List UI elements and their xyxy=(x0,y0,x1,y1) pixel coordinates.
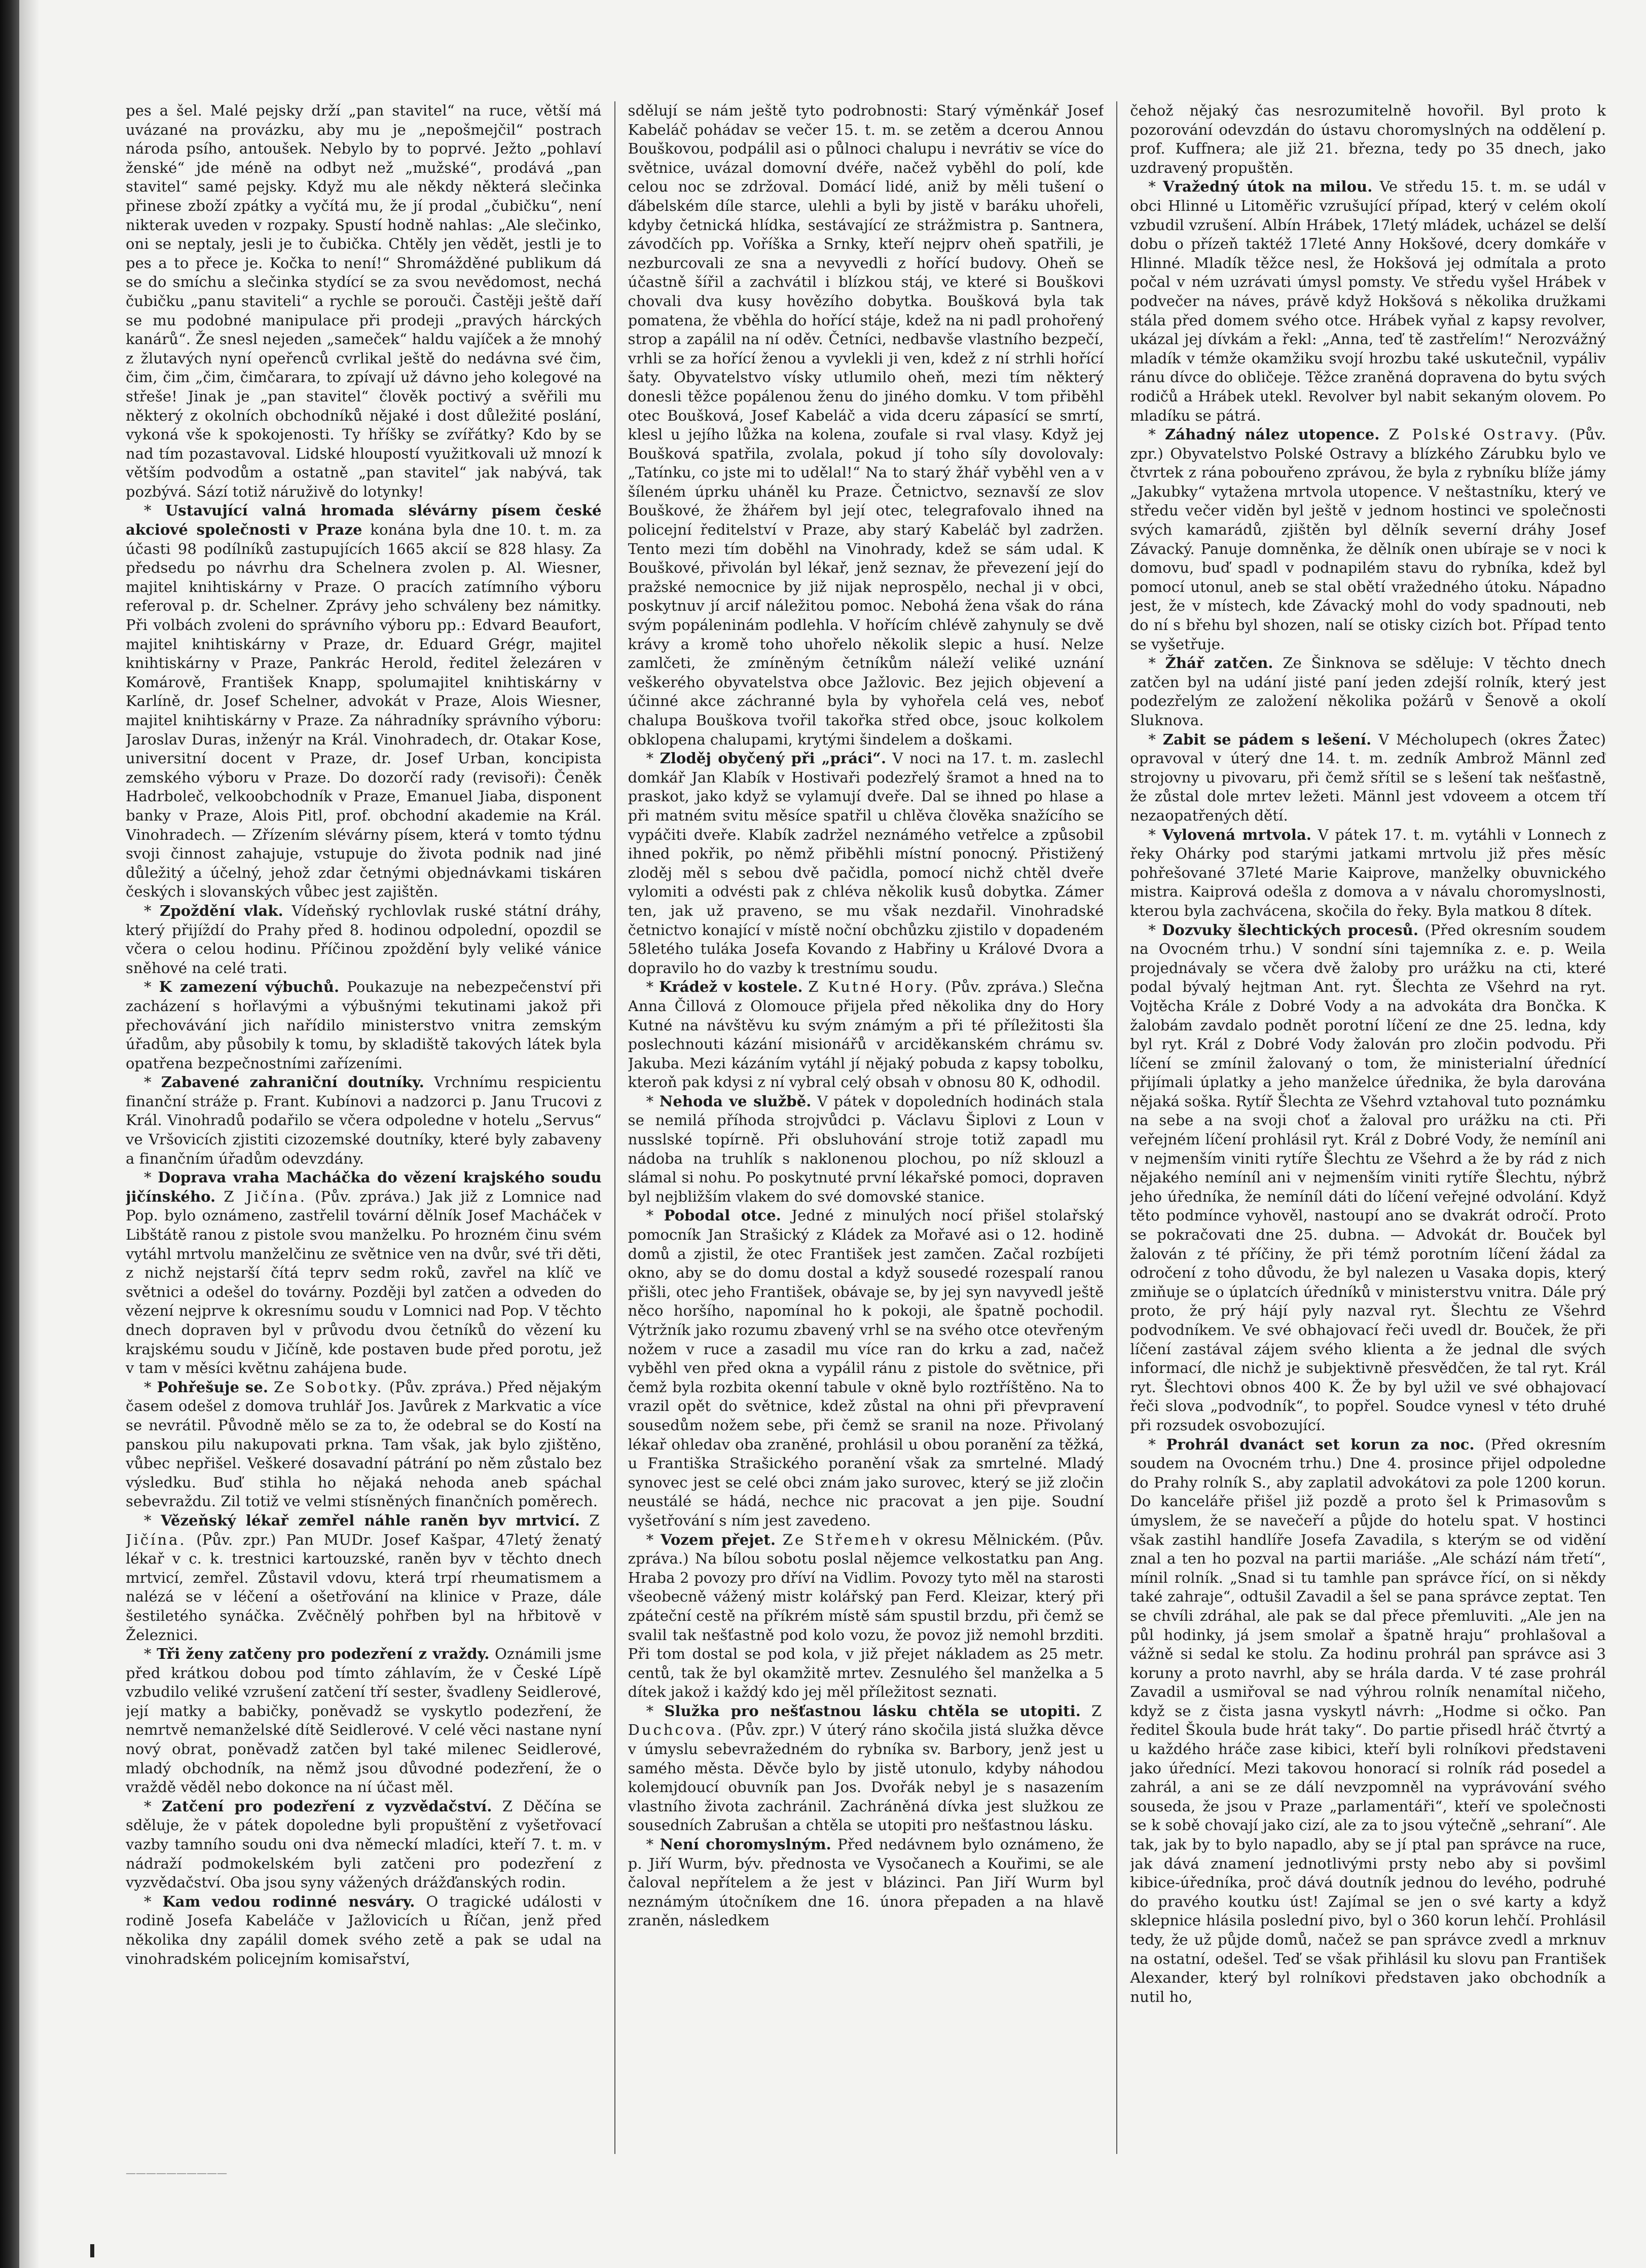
news-headline: Vozem přejet. xyxy=(661,1531,776,1548)
news-item: * Pohřešuje se. Ze Sobotky. (Pův. zpráva.) Před nějakým časem odešel z domova truhlář Jos. Javůrek z Markvatic a více se nevrátil. Původně mělo se za to, že odebral se do Kostí na panskou pilu nakupovati prkna. Tam však, jak bylo zjištěno, vůbec nepřišel. Veškeré dosavadní pátrání po něm zůstalo bez výsledku. Buď stihla ho nějaká nehoda aneb spáchal sebevraždu. Zil totiž ve velmi stísněných finančních poměrech. xyxy=(126,1378,602,1510)
news-item: * Vězeňský lékař zemřel náhle raněn byv mrtvicí. Z Jičína. (Pův. zpr.) Pan MUDr. Josef Kašpar, 47letý ženatý lékař v c. k. trestnici kartouzské, raněn byv v těchto dnech mrtvicí, zemřel. Zůstavil vdovu, která trpí rheumatismem a nalézá se v léčení a ošetřování na klinice v Praze, dále šestiletého synáčka. Zvěčnělý pohřben byl na hřbitově v Železnici. xyxy=(126,1511,602,1644)
news-item: * Ustavující valná hromada slévárny písem české akciové společnosti v Praze konána byla dne 10. t. m. za účasti 98 podílníků zastupujících 1665 akcií se 828 hlasy. Za předsedu po návrhu dra Schelnera zvolen p. Al. Wiesner, majitel knihtiskárny v Praze. O pracích zatímního výboru referoval p. dr. Schelner. Zprávy jeho schváleny bez námitky. Při volbách zvoleni do správního výboru pp.: Edvard Beaufort, majitel knihtiskárny v Praze, dr. Eduard Grégr, majitel knihtiskárny v Praze, Pankrác Herold, ředitel železáren v Komárově, František Knapp, spolumajitel knihtiskárny v Karlíně, dr. Josef Schelner, advokát v Praze, Alois Wiesner, majitel knihtiskárny v Praze. Za náhradníky správního výboru: Jaroslav Duras, inženýr na Král. Vinohradech, dr. Otakar Kose, universitní docent v Praze, dr. Josef Urban, koncipista zemského výboru v Praze. Do dozorčí rady (revisoři): Čeněk Hadrboleč, velkoobchodník v Praze, Emanuel Jiaba, disponent banky v Praze, Alois Pitl, prof. obchodní akademie na Král. Vinohradech. — Zřízením slévárny písem, která v tomto týdnu svoji činnost zahajuje, vstupuje do života podnik nad jiné důležitý a účelný, jehož zdar četnými objednávkami tiskáren českých i slovanských vůbec jest zajištěn. xyxy=(126,502,602,901)
news-place: Z Kutné Hory. xyxy=(808,978,940,996)
news-headline: Zatčení pro podezření z vyzvědačství. xyxy=(161,1797,492,1815)
news-body: Vídeňský rychlovlak ruské státní dráhy, který přijíždí do Prahy před 8. hodinou odpolední, opozdil se včera o celou hodinu. Příčinou zpoždění byly veliké vánice sněhové na celé trati. xyxy=(126,902,602,977)
news-place: Z Duchcova. xyxy=(628,1702,1104,1739)
news-item: * Pobodal otce. Jedné z minulých nocí přišel stolařský pomocník Jan Strašický z Kládek za Mořavé asi o 12. hodině domů a zjistil, že otec František jest zamčen. Začal rozbíjeti okno, aby se do domu dostal a když sousedé rozespalí ranou přišli, otec jeho František, obávaje se, by jej syn navyvedl ještě něco horšího, napomínal ho k pokoji, ale špatně pochodil. Výtržník jako rozumu zbavený vrhl se na svého otce otevřeným nožem v ruce a zasadil mu více ran do krku a zad, načež vyběhl ven před okna a vypálil ránu z pistole do světnice, při čemž byla rozbita okenní tabule v okně bylo roztříštěno. Na to vrazil opět do světnice, kdež zůstal na ohni při převpravení sousedům nožem sebe, při čemž se sranil na noze. Přivolaný lékař ohledav oba zraněné, prohlásil u obou poranění za těžká, u Františka Strašického poranění však za smrtelné. Mladý synovec jest se celé obci znám jako surovec, který se již zločin neustálé se hádá, nechce nic pracovat a jen pije. Soudní vyšetřování s ním jest zavedeno. xyxy=(628,1207,1104,1529)
news-item: * Nehoda ve službě. V pátek v dopoledních hodinách stala se nemilá příhoda strojvůdci p. Václavu Šiplovi z Loun v nusslské topírně. Při obsluhování stroje totiž zapadl mu nádoba na truhlík s naklonenou plochou, po níž sklouzl a slámal si nohu. Po poskytnuté první lékařské pomoci, dopraven byl nejbližším vlakem do své domovské stanice. xyxy=(628,1092,1104,1205)
news-body: V pátek 17. t. m. vytáhli v Lonnech z řeky Ohárky pod starými jatkami mrtvolu již přes měsíc pohřešované 37leté Marie Kaiprove, manželky obuvnického mistra. Kaiprová odešla z domova a v návalu choromyslnosti, kterou byla zachvácena, skočila do řeky. Byla matkou 8 dítek. xyxy=(1130,826,1606,919)
news-item xyxy=(628,101,1104,749)
news-item: * Tři ženy zatčeny pro podezření z vraždy. Oznámili jsme před krátkou dobou pod tímto záhlavím, že v České Lípě vzbudilo veliké vzrušení zatčení tří sester, švadleny Seidlerové, její matky a babičky, poněvadž se vyskytlo podezření, že nemrtvě nemanželské dítě Seidlerové. V celé věci nastane nyní nový obrat, poněvadž zatčen byl také milenec Seidlerové, mladý obchodník, na němž jsou důvodné podezření, že o vraždě věděl nebo dokonce na ní účast měl. xyxy=(126,1645,602,1796)
column-left xyxy=(126,101,602,2154)
news-body: (Pův. zpráva.) Jak již z Lomnice nad Pop. bylo oznámeno, zastřelil tovární dělník Josef Macháček v Libštátě ranou z pistole svou manželku. Po hrozném činu svém vytáhl mrtvolu manželčinu ze světnice ven na dvůr, své tři děti, z nichž nejstarší čítá teprv sedm roků, zavřel na klíč ve světnici a odešel do továrny. Později byl zatčen a odveden do vězení nejprve k okresnímu soudu v Lomnici nad Pop. V těchto dnech dopraven byl v průvodu dvou četníků do vězení ku krajskému soudu v Jičíně, kde postaven bude před porotu, jež v tam v měsíci květnu zahájena bude. xyxy=(126,1187,602,1377)
news-body: Ve středu 15. t. m. se udál v obci Hlinné u Litoměřic vzrušující případ, který v celém okolí vzbudil vzrušení. Albín Hrábek, 17letý mládek, ucházel se delší dobu o přízeň taktéž 17leté Anny Hokšové, dcery domkáře v Hlinné. Mladík těžce nesl, že Hokšová jej odmítala a proto počal v ném uzrávati úmysl pomsty. Ve středu vyšel Hrábek v podvečer na náves, právě když Hokšová s několika družkami stála před domem svého otce. Hrábek vyňal z kapsy revolver, ukázal jej dívkám a řekl: „Anna, teď tě zastřelím!“ Nerozvážný mladík v témže okamžiku svojí hrozbu také uskutečnil, vypáliv ránu dívce do obličeje. Těžce zraněná dopravena do bytu svých rodičů a Hrábek utekl. Revolver byl nabit sekaným olovem. Po mladíku se pátrá. xyxy=(1130,178,1606,424)
news-body: (Před okresním soudem na Ovocném trhu.) Dne 4. prosince přijel odpoledne do Prahy rolník S., aby zaplatil advokátovi za pole 1200 korun. Do kanceláře přišel již pozdě a proto šel k Primasovům s úmyslem, že se navečeří a půjde do hotelu spat. V hostinci však zastihl handlíře Josefa Zavadila, s kterým se od vidění znal a ten ho pozval na partii mariáše. „Ale schází nám třetí“, mínil rolník. „Snad si tu tamhle pan správce řící, on si někdy také zahraje“, odtušil Zavadil a šel se pana správce zeptat. Ten se chvíli zdráhal, ale pak se dal přece přemluviti. „Ale jen na půl hodinky, já jsem smolař a špatně hraju“ prohlašoval a vážně si sedal ke stolu. Za hodinu prohrál pan správce asi 3 koruny a proto navrhl, aby se hrála darda. V té zase prohrál Zavadil a usmiřoval se nad výhrou rolník nenamítal ničeho, když se z čista jasna vyskytl návrh: „Hodme si očko. Pan ředitel Škoula bude hrát taky“. Do partie přisedl hráč čtvrtý a u každého hráče zase kibici, kteří byli rolníkovi představeni jako úřednící. Mezi takovou honorací si rolník rád posedel a zahrál, a ani se ze dálí nevzpomněl na vyprávování svého souseda, že jsou v Praze „parlamentáři“, kteří ve společnosti se k sobě chovají jako cizí, ale za to jsou výtečně „sehraní“. Ale tak, jak by to bylo napadlo, aby se jí ptal pan správce na ruce, jak dává znamení jednotlivými prsty nebo aby si povšiml kibice-úředníka, proč dává doutník jednou do levého, podruhé do pravého koutku úst! Zajímal se jen o své karty a když sklepnice hlásila poslední pivo, byl o 360 korun lehčí. Prohlásil tedy, že už půjde domů, načež se pan správce zvedl a mrknuv na ostatní, odešel. Teď se však přihlásil ku slovu pan František Alexander, který byl rolníkovi představen jako obchodník a nutil ho, xyxy=(1130,1435,1606,2005)
news-item: * Zpoždění vlak. Vídeňský rychlovlak ruské státní dráhy, který přijíždí do Prahy před 8. hodinou odpolední, opozdil se včera o celou hodinu. Příčinou zpoždění byly veliké vánice sněhové na celé trati. xyxy=(126,902,602,977)
news-headline: Nehoda ve službě. xyxy=(659,1092,812,1110)
news-body: V noci na 17. t. m. zaslechl domkář Jan Klabík v Hostivaři podezřelý šramot a hned na to praskot, jako když se vylamují dveře. Dal se ihned po hlase a při matném svitu měsíce spatřil u chlěva člověka snažícího se vypáčiti dveře. Klabík zadržel neznámého vetřelce a způsobil ihned pokřik, po němž přiběhli místní ponocný. Přistižený zloděj měl s sebou dvě pačidla, pomocí nichž chtěl dveře vylomiti a odvésti pak z chléva několik kusů dobytka. Zámer ten, jak už praveno, se mu však nezdařil. Vinohradské četnictvo konající v místě noční obchůzku zjistilo v dopadeném 58letého tuláka Josefa Kovando z Habřiny u Králové Dvora a dopravilo ho do vazby k trestnímu soudu. xyxy=(628,750,1104,977)
news-headline: Není choromyslným. xyxy=(660,1836,831,1853)
news-body: (Pův. zpr.) Pan MUDr. Josef Kašpar, 47letý ženatý lékař v c. k. trestnici kartouzské, raněn byv v těchto dnech mrtvicí, zemřel. Zůstavil vdovu, která trpí rheumatismem a nalézá se v léčení a ošetřování na klinice v Praze, dále šestiletého synáčka. Zvěčnělý pohřben byl na hřbitově v Železnici. xyxy=(126,1531,602,1644)
column-divider xyxy=(614,101,615,2154)
page-edge-shadow xyxy=(0,0,19,2268)
news-headline: Doprava vraha Macháčka do vězení krajského soudu jičínského. xyxy=(126,1169,602,1205)
news-item: * Zabit se pádem s lešení. V Mécholupech (okres Žatec) opravoval v úterý dne 14. t. m. zedník Ambrož Männl zeď strojovny u pivovaru, při čemž sřítil se s lešení tak nešťastně, že zůstal dole mrtev ležeti. Männl jest vdoveem a otcem tří nezaopatřených dětí. xyxy=(1130,730,1606,824)
news-headline: Vražedný útok na milou. xyxy=(1162,178,1373,196)
news-headline: Krádež v kostele. xyxy=(659,978,803,996)
news-headline: Ustavující valná hromada slévárny písem české akciové společnosti v Praze xyxy=(126,502,602,539)
news-item: * Zloděj obyčený při „práci“. V noci na 17. t. m. zaslechl domkář Jan Klabík v Hostivaři podezřelý šramot a hned na to praskot, jako když se vylamují dveře. Dal se ihned po hlase a při matném svitu měsíce spatřil u chlěva člověka snažícího se vypáčiti dveře. Klabík zadržel neznámého vetřelce a způsobil ihned pokřik, po němž přiběhli místní ponocný. Přistižený zloděj měl s sebou dvě pačidla, pomocí nichž chtěl dveře vylomiti a odvésti pak z chléva několik kusů dobytka. Zámer ten, jak už praveno, se mu však nezdařil. Vinohradské četnictvo konající v místě noční obchůzku zjistilo v dopadeném 58letého tuláka Josefa Kovando z Habřiny u Králové Dvora a dopravilo ho do vazby k trestnímu soudu. xyxy=(628,750,1104,977)
news-item: * Záhadný nález utopence. Z Polské Ostravy. (Pův. zpr.) Obyvatelstvo Polské Ostravy a blízkého Zárubku bylo ve čtvrtek z rána pobouřeno zprávou, že byla z rybníku blíže jámy „Jakubky“ vytažena mrtvola utopence. V neštastníku, který ve středu večer viděn byl ještě v jednom hostinci ve společnosti svých kamarádů, zjištěn byl dělník severní dráhy Josef Závacký. Panuje domněnka, že dělník onen ubíraje se v noci k domovu, buď spadl v podnapilém stavu do rybníka, kdež byl pomocí utonul, aneb se stal obětí vražedného útoku. Nápadno jest, že v místech, kde Závacký mohl do vody spadnouti, neb do ní s břehu byl shozen, nalí se otisky cizích bot. Případ tento se vyšetřuje. xyxy=(1130,426,1606,653)
news-place: Z Jičína. xyxy=(126,1511,602,1548)
news-headline: Prohrál dvanáct set korun za noc. xyxy=(1166,1435,1475,1453)
news-item: * Kam vedou rodinné nesváry. O tragické události v rodině Josefa Kabeláče v Jažlovicích u Říčan, jenž před několika dny zapálil domek svého zetě a pak se udal na vinohradském policejním komisařství, xyxy=(126,1892,602,1967)
news-body: (Pův. zpráva.) Před nějakým časem odešel z domova truhlář Jos. Javůrek z Markvatic a více se nevrátil. Původně mělo se za to, že odebral se do Kostí na panskou pilu nakupovati prkna. Tam však, jak bylo zjištěno, vůbec nepřišel. Veškeré dosavadní pátrání po něm zůstalo bez výsledku. Buď stihla ho nějaká nehoda aneb spáchal sebevraždu. Zil totiž ve velmi stísněných finančních poměrech. xyxy=(126,1378,602,1510)
news-item: * Vylovená mrtvola. V pátek 17. t. m. vytáhli v Lonnech z řeky Ohárky pod starými jatkami mrtvolu již přes měsíc pohřešované 37leté Marie Kaiprove, manželky obuvnického mistra. Kaiprová odešla z domova a v návalu choromyslnosti, kterou byla zachvácena, skočila do řeky. Byla matkou 8 dítek. xyxy=(1130,826,1606,919)
news-body: (Pův. zpráva.) Slečna Anna Čillová z Olomouce přijela před několika dny do Hory Kutné na návštěvu ku svým známým a při té příležitosti šla poslechnouti kázání misionářů v arciděkanském chrámu sv. Jakuba. Mezi kázáním vytáhl jí nějaký pobuda z kapsy tobolku, kteroň pak kdysi z ní vybral celý obsah v obnosu 80 K, odhodil. xyxy=(628,978,1104,1091)
news-headline: Služka pro nešťastnou lásku chtěla se utopiti. xyxy=(664,1702,1081,1720)
footer-line: —————————— xyxy=(126,2167,227,2179)
news-item: * Zatčení pro podezření z vyzvědačství. Z Děčína se sděluje, že v pátek dopoledne byli propuštění z vyšetřovací vazby tamního soudu oni dva německí mladíci, kteří 7. t. m. v nádraží podmokelském byli zatčeni pro podezření z vyzvědačství. Oba jsou syny vážených drážďanských rodin. xyxy=(126,1797,602,1891)
news-body: v okresu Mělnickém. (Pův. zpráva.) Na bílou sobotu poslal nějemce velkostatku pan Ang. Hraba 2 povozy pro dříví na Vidlim. Povozy tyto měl na starosti všeobecně vážený mistr kolářský pan Ferd. Kleizar, který při zpáteční cestě na příkrém místě sám spustil brzdu, při čemž se svalil tak nešťastně pod kolo vozu, že povoz již nemohl brzditi. Při tom dostal se pod kola, v již přejet nákladem as 25 metr. centů, tak že byl okamžitě mrtev. Zesnulého šel manželka a 5 dítek jakož i každý kdo jej měl příležitost seznati. xyxy=(628,1531,1104,1701)
news-body: pes a šel. Malé pejsky drží „pan stavitel“ na ruce, větší má uvázané na provázku, aby mu je „nepošmejčil“ postrach národa psího, antoušek. Nebylo by to poprvé. Ježto „pohlaví ženské“ jde méně na odbyt než „mužské“, prodává „pan stavitel“ samé pejsky. Když mu ale někdy některá slečinka přinese zboží zpátky a vyčítá mu, že jí prodal „čubičku“, není nikterak uveden v rozpaky. Spustí hodně nahlas: „Ale slečinko, oni se neptaly, jesli je to čubička. Chtěly jen vědět, jestli je to pes a to přece je. Kočka to není!“ Shromážděné publikum dá se do smíchu a slečinka stydící se za svou nevědomost, nechá čubičku „panu staviteli“ a rychle se porouči. Častěji ještě daří se mu podobné manipulace při prodeji „pravých hárckých kanárů“. Že snesl nejeden „sameček“ haldu vajíček a že mnohý z žlutavých nyní opeřenců cvrlikal ještě do nedávna své čim, čim, čim „čim, čimčarara, to zpívají už dávno jeho kolegové na střeše! Jinak je „pan stavitel“ člověk poctivý a svěřili mu některý z okolních obchodníků nějaké i dost důležité poslání, vykoná vše k spokojenosti. Ty hříšky se zvířátky? Kdo by se nad tím pozastavoval. Lidské hloupostí využitkovali už mnozí k větším podvodům a ostatně „pan stavitel“ jak nabývá, tak pozbývá. Sází totiž náruživě do lotynky! xyxy=(126,102,602,500)
news-item: * Krádež v kostele. Z Kutné Hory. (Pův. zpráva.) Slečna Anna Čillová z Olomouce přijela před několika dny do Hory Kutné na návštěvu ku svým známým a při té příležitosti šla poslechnouti kázání misionářů v arciděkanském chrámu sv. Jakuba. Mezi kázáním vytáhl jí nějaký pobuda z kapsy tobolku, kteroň pak kdysi z ní vybral celý obsah v obnosu 80 K, odhodil. xyxy=(628,978,1104,1091)
news-item: * Dozvuky šlechtických procesů. (Před okresním soudem na Ovocném trhu.) V sondní síni tajemníka z. e. p. Weila projednávaly se včera dvě žaloby pro urážku na cti, které podal bývalý hejtman Ant. ryt. Šlechta ze Všehrd na ryt. Vojtěcha Krále z Dobré Vody a na advokáta dra Bončka. K žalobám zavdalo podnět porotní líčení ze dne 25. ledna, kdy byl ryt. Král z Dobré Vody žalován pro zločin podvodu. Při líčení se zmínil žalovaný o tom, že ministerialní úřednící přijímali úplatky a jeho manželce úřednika, že byla darována nějaká soška. Rytíř Šlechta ze Všehrd vztahoval tuto poznámku na sebe a na svoji choť a žaloval pro urážku na cti. Při veřejném líčení prohlásil ryt. Král z Dobré Vody, že nemíníl ani v nejmenším viniti rytíře Šlechtu ze Všehrd a že by rád z nich nějakého nemíníl ani v nejmenším viniti rytíře Šlechtu, nýbrž jeho úředníka, že nemíníl dáti do líčení veřejné odvolání. Když těto podmínce vyhověl, nastoupí ano se dvakrát odročí. Proto se pokračovati dne 25. dubna. — Advokát dr. Bouček byl žalován z té příčiny, že při témž porotním líčení žádal za odročení z toho důvodu, že byl nalezen u Vasaka dopis, který zmiňuje se o úplatcích úředníků v ministerstvu vnitra. Dále prý proto, že prý hájí pyly nazval ryt. Šlechtu ze Všehrd podvodníkem. Ve své obhajovací řeči uvedl dr. Bouček, že při líčení zastával zájem svého klienta a že jednal dle svých informací, dle nichž je subjektivně přesvědčen, že tal ryt. Král ryt. Šlechtovi obnos 400 K. Že by byl užil ve své obhajovací řeči slova „podvodník“, to popřel. Soudce vynesl v této druhé při rozsudek osvobozující. xyxy=(1130,921,1606,1434)
news-body: V pátek v dopoledních hodinách stala se nemilá příhoda strojvůdci p. Václavu Šiplovi z Loun v nusslské topírně. Při obsluhování stroje totiž zapadl mu nádoba na truhlík s naklonenou plochou, po níž sklouzl a slámal si nohu. Po poskytnuté první lékařské pomoci, dopraven byl nejbližším vlakem do své domovské stanice. xyxy=(628,1092,1104,1205)
news-body: konána byla dne 10. t. m. za účasti 98 podílníků zastupujících 1665 akcií se 828 hlasy. Za předsedu po návrhu dra Schelnera zvolen p. Al. Wiesner, majitel knihtiskárny v Praze. O pracích zatímního výboru referoval p. dr. Schelner. Zprávy jeho schváleny bez námitky. Při volbách zvoleni do správního výboru pp.: Edvard Beaufort, majitel knihtiskárny v Praze, dr. Eduard Grégr, majitel knihtiskárny v Praze, Pankrác Herold, ředitel železáren v Komárově, František Knapp, spolumajitel knihtiskárny v Karlíně, dr. Josef Schelner, advokát v Praze, Alois Wiesner, majitel knihtiskárny v Praze. Za náhradníky správního výboru: Jaroslav Duras, inženýr na Král. Vinohradech, dr. Otakar Kose, universitní docent v Praze, dr. Josef Urban, koncipista zemského výboru v Praze. Do dozorčí rady (revisoři): Čeněk Hadrboleč, velkoobchodník v Praze, Emanuel Jiaba, disponent banky v Praze, Alois Pitl, prof. obchodní akademie na Král. Vinohradech. — Zřízením slévárny písem, která v tomto týdnu svoji činnost zahajuje, vstupuje do života podnik nad jiné důležitý a účelný, jehož zdar četnými objednávkami tiskáren českých i slovanských vůbec jest zajištěn. xyxy=(126,521,602,901)
news-headline: Pobodal otce. xyxy=(664,1207,782,1224)
news-place: Z Polské Ostravy. xyxy=(1388,426,1560,443)
news-headline: Pohřešuje se. xyxy=(157,1378,269,1396)
news-headline: Tři ženy zatčeny pro podezření z vraždy. xyxy=(157,1645,490,1663)
news-item: * Vozem přejet. Ze Střemeh v okresu Mělnickém. (Pův. zpráva.) Na bílou sobotu poslal nějemce velkostatku pan Ang. Hraba 2 povozy pro dříví na Vidlim. Povozy tyto měl na starosti všeobecně vážený mistr kolářský pan Ferd. Kleizar, který při zpáteční cestě na příkrém místě sám spustil brzdu, při čemž se svalil tak nešťastně pod kolo vozu, že povoz již nemohl brzditi. Při tom dostal se pod kola, v již přejet nákladem as 25 metr. centů, tak že byl okamžitě mrtev. Zesnulého šel manželka a 5 dítek jakož i každý kdo jej měl příležitost seznati. xyxy=(628,1531,1104,1701)
news-body: O tragické události v rodině Josefa Kabeláče v Jažlovicích u Říčan, jenž před několika dny zapálil domek svého zetě a pak se udal na vinohradském policejním komisařství, xyxy=(126,1892,602,1967)
news-item: * Není choromyslným. Před nedávnem bylo oznámeno, že p. Jiří Wurm, býv. přednosta ve Vysočanech a Kouřimi, se ale čaloval nepřítelem a že jest v blázinci. Pan Jiří Wurm byl neznámým útočníkem dne 16. února přepaden a na hlavě zraněn, následkem xyxy=(628,1836,1104,1929)
news-place: Ze Sobotky. xyxy=(274,1378,384,1396)
news-body: (Pův. zpr.) V úterý ráno skočila jistá služka děvce v úmyslu sebevražedném do rybníka sv. Barbory, jenž jest u samého města. Děvče bylo by jistě utonulo, kdyby náhodou kolemjdoucí obuvník pan Jos. Dvořák nebyl je s nasazením vlastního života zachránil. Zachráněná dívka jest služkou ze sousedních Zabrušan a chtěla se utopiti pro nešťastnou lásku. xyxy=(628,1721,1104,1834)
news-body: V Mécholupech (okres Žatec) opravoval v úterý dne 14. t. m. zedník Ambrož Männl zeď strojovny u pivovaru, při čemž sřítil se s lešení tak nešťastně, že zůstal dole mrtev ležeti. Männl jest vdoveem a otcem tří nezaopatřených dětí. xyxy=(1130,730,1606,824)
column-divider xyxy=(1116,101,1117,2154)
news-item: * Vražedný útok na milou. Ve středu 15. t. m. se udál v obci Hlinné u Litoměřic vzrušující případ, který v celém okolí vzbudil vzrušení. Albín Hrábek, 17letý mládek, ucházel se delší dobu o přízeň taktéž 17leté Anny Hokšové, dcery domkáře v Hlinné. Mladík těžce nesl, že Hokšová jej odmítala a proto počal v ném uzrávati úmysl pomsty. Ve středu vyšel Hrábek v podvečer na náves, právě když Hokšová s několika družkami stála před domem svého otce. Hrábek vyňal z kapsy revolver, ukázal jej dívkám a řekl: „Anna, teď tě zastřelím!“ Nerozvážný mladík v témže okamžiku svojí hrozbu také uskutečnil, vypáliv ránu dívce do obličeje. Těžce zraněná dopravena do bytu svých rodičů a Hrábek utekl. Revolver byl nabit sekaným olovem. Po mladíku se pátrá. xyxy=(1130,178,1606,424)
news-place: Z Jičína. xyxy=(224,1187,307,1205)
news-headline: Záhadný nález utopence. xyxy=(1164,426,1380,443)
margin-mark xyxy=(90,2244,94,2257)
newspaper-page xyxy=(19,0,1646,2268)
column-middle xyxy=(628,101,1104,2154)
news-headline: Kam vedou rodinné nesváry. xyxy=(162,1892,415,1910)
news-item: * Doprava vraha Macháčka do vězení krajského soudu jičínského. Z Jičína. (Pův. zpráva.) Jak již z Lomnice nad Pop. bylo oznámeno, zastřelil tovární dělník Josef Macháček v Libštátě ranou z pistole svou manželku. Po hrozném činu svém vytáhl mrtvolu manželčinu ze světnice ven na dvůr, své tři děti, z nichž nejstarší čítá teprv sedm roků, zavřel na klíč ve světnici a odešel do továrny. Později byl zatčen a odveden do vězení nejprve k okresnímu soudu v Lomnici nad Pop. V těchto dnech dopraven byl v průvodu dvou četníků do vězení ku krajskému soudu v Jičíně, kde postaven bude před porotu, jež v tam v měsíci květnu zahájena bude. xyxy=(126,1169,602,1377)
news-body: čehož nějaký čas nesrozumitelně hovořil. Byl proto k pozorování odevzdán do ústavu choromyslných na oddělení p. prof. Kuffnera; ale již 21. března, tedy po 35 dnech, jako uzdravený propuštěn. xyxy=(1130,102,1606,176)
news-item: * Zabavené zahraniční doutníky. Vrchnímu respicientu finanční stráže p. Frant. Kubínovi a nadzorci p. Janu Trucovi z Král. Vinohradů podařilo se včera odpoledne v hotelu „Servus“ ve Vršovicích zjistiti cizozemské doutníky, které byly zabaveny a finančním úřadům odevzdány. xyxy=(126,1073,602,1167)
news-body: (Před okresním soudem na Ovocném trhu.) V sondní síni tajemníka z. e. p. Weila projednávaly se včera dvě žaloby pro urážku na cti, které podal bývalý hejtman Ant. ryt. Šlechta ze Všehrd na ryt. Vojtěcha Krále z Dobré Vody a na advokáta dra Bončka. K žalobám zavdalo podnět porotní líčení ze dne 25. ledna, kdy byl ryt. Král z Dobré Vody žalován pro zločin podvodu. Při líčení se zmínil žalovaný o tom, že ministerialní úřednící přijímali úplatky a jeho manželce úřednika, že byla darována nějaká soška. Rytíř Šlechta ze Všehrd vztahoval tuto poznámku na sebe a na svoji choť a žaloval pro urážku na cti. Při veřejném líčení prohlásil ryt. Král z Dobré Vody, že nemíníl ani v nejmenším viniti rytíře Šlechtu ze Všehrd a že by rád z nich nějakého nemíníl ani v nejmenším viniti rytíře Šlechtu, nýbrž jeho úředníka, že nemíníl dáti do líčení veřejné odvolání. Když těto podmínce vyhověl, nastoupí ano se dvakrát odročí. Proto se pokračovati dne 25. dubna. — Advokát dr. Bouček byl žalován z té příčiny, že při témž porotním líčení žádal za odročení z toho důvodu, že byl nalezen u Vasaka dopis, který zmiňuje se o úplatcích úředníků v ministerstvu vnitra. Dále prý proto, že prý hájí pyly nazval ryt. Šlechtu ze Všehrd podvodníkem. Ve své obhajovací řeči uvedl dr. Bouček, že při líčení zastával zájem svého klienta a že jednal dle svých informací, dle nichž je subjektivně přesvědčen, že tal ryt. Král ryt. Šlechtovi obnos 400 K. Že by byl užil ve své obhajovací řeči slova „podvodník“, to popřel. Soudce vynesl v této druhé při rozsudek osvobozující. xyxy=(1130,921,1606,1434)
news-body: Vrchnímu respicientu finanční stráže p. Frant. Kubínovi a nadzorci p. Janu Trucovi z Král. Vinohradů podařilo se včera odpoledne v hotelu „Servus“ ve Vršovicích zjistiti cizozemské doutníky, které byly zabaveny a finančním úřadům odevzdány. xyxy=(126,1073,602,1167)
news-place: Ze Střemeh xyxy=(782,1531,893,1548)
column-right xyxy=(1130,101,1606,2154)
news-body: Před nedávnem bylo oznámeno, že p. Jiří Wurm, býv. přednosta ve Vysočanech a Kouřimi, se ale čaloval nepřítelem a že jest v blázinci. Pan Jiří Wurm byl neznámým útočníkem dne 16. února přepaden a na hlavě zraněn, následkem xyxy=(628,1836,1104,1929)
news-body: Oznámili jsme před krátkou dobou pod tímto záhlavím, že v České Lípě vzbudilo veliké vzrušení zatčení tří sester, švadleny Seidlerové, její matky a babičky, poněvadž se vyskytlo podezření, že nemrtvě nemanželské dítě Seidlerové. V celé věci nastane nyní nový obrat, poněvadž zatčen byl také milenec Seidlerové, mladý obchodník, na němž jsou důvodné podezření, že o vraždě věděl nebo dokonce na ní účast měl. xyxy=(126,1645,602,1796)
news-item: * K zamezení výbuchů. Poukazuje na nebezpečenství při zacházení s hořlavými a výbušnými tekutinami jakož při přechovávání jich nařídilo ministerstvo vnitra zemským úřadům, aby působily k tomu, by skladiště takových látek byla opatřena bezpečnostními zařízeními. xyxy=(126,978,602,1072)
news-item xyxy=(1130,101,1606,177)
news-headline: K zamezení výbuchů. xyxy=(159,978,340,996)
news-body: Poukazuje na nebezpečenství při zacházení s hořlavými a výbušnými tekutinami jakož při přechovávání jich nařídilo ministerstvo vnitra zemským úřadům, aby působily k tomu, by skladiště takových látek byla opatřena bezpečnostními zařízeními. xyxy=(126,978,602,1072)
news-body: (Pův. zpr.) Obyvatelstvo Polské Ostravy a blízkého Zárubku bylo ve čtvrtek z rána pobouřeno zprávou, že byla z rybníku blíže jámy „Jakubky“ vytažena mrtvola utopence. V neštastníku, který ve středu večer viděn byl ještě v jednom hostinci ve společnosti svých kamarádů, zjištěn byl dělník severní dráhy Josef Závacký. Panuje domněnka, že dělník onen ubíraje se v noci k domovu, buď spadl v podnapilém stavu do rybníka, kdež byl pomocí utonul, aneb se stal obětí vražedného útoku. Nápadno jest, že v místech, kde Závacký mohl do vody spadnouti, neb do ní s břehu byl shozen, nalí se otisky cizích bot. Případ tento se vyšetřuje. xyxy=(1130,426,1606,653)
news-headline: Dozvuky šlechtických procesů. xyxy=(1162,921,1419,939)
news-item: * Žhář zatčen. Ze Šinknova se sděluje: V těchto dnech zatčen byl na udání jisté paní jeden zdejší rolník, který jest podezřelým ze založení několika požárů v Šenově a okolí Sluknova. xyxy=(1130,654,1606,729)
article-columns xyxy=(126,101,1606,2154)
news-headline: Vězeňský lékař zemřel náhle raněn byv mrtvicí. xyxy=(161,1511,580,1529)
news-body: Jedné z minulých nocí přišel stolařský pomocník Jan Strašický z Kládek za Mořavé asi o 12. hodině domů a zjistil, že otec František jest zamčen. Začal rozbíjeti okno, aby se do domu dostal a když sousedé rozespalí ranou přišli, otec jeho František, obávaje se, by jej syn navyvedl ještě něco horšího, napomínal ho k pokoji, ale špatně pochodil. Výtržník jako rozumu zbavený vrhl se na svého otce otevřeným nožem v ruce a zasadil mu více ran do krku a zad, načež vyběhl ven před okna a vypálil ránu z pistole do světnice, při čemž byla rozbita okenní tabule v okně bylo roztříštěno. Na to vrazil opět do světnice, kdež zůstal na ohni při převpravení sousedům nožem sebe, při čemž se sranil na noze. Přivolaný lékař ohledav oba zraněné, prohlásil u obou poranění za těžká, u Františka Strašického poranění však za smrtelné. Mladý synovec jest se celé obci znám jako surovec, který se již zločin neustálé se hádá, nechce nic pracovat a jen pije. Soudní vyšetřování s ním jest zavedeno. xyxy=(628,1207,1104,1529)
news-headline: Zabit se pádem s lešení. xyxy=(1162,730,1372,748)
news-item: * Služka pro nešťastnou lásku chtěla se utopiti. Z Duchcova. (Pův. zpr.) V úterý ráno skočila jistá služka děvce v úmyslu sebevražedném do rybníka sv. Barbory, jenž jest u samého města. Děvče bylo by jistě utonulo, kdyby náhodou kolemjdoucí obuvník pan Jos. Dvořák nebyl je s nasazením vlastního života zachránil. Zachráněná dívka jest služkou ze sousedních Zabrušan a chtěla se utopiti pro nešťastnou lásku. xyxy=(628,1702,1104,1834)
news-body: Z Děčína se sděluje, že v pátek dopoledne byli propuštění z vyšetřovací vazby tamního soudu oni dva německí mladíci, kteří 7. t. m. v nádraží podmokelském byli zatčeni pro podezření z vyzvědačství. Oba jsou syny vážených drážďanských rodin. xyxy=(126,1797,602,1891)
news-headline: Zabavené zahraniční doutníky. xyxy=(161,1073,424,1091)
news-item xyxy=(126,101,602,501)
news-headline: Zloděj obyčený při „práci“. xyxy=(660,750,887,767)
news-item: * Prohrál dvanáct set korun za noc. (Před okresním soudem na Ovocném trhu.) Dne 4. prosince přijel odpoledne do Prahy rolník S., aby zaplatil advokátovi za pole 1200 korun. Do kanceláře přišel již pozdě a proto šel k Primasovům s úmyslem, že se navečeří a půjde do hotelu spat. V hostinci však zastihl handlíře Josefa Zavadila, s kterým se od vidění znal a ten ho pozval na partii mariáše. „Ale schází nám třetí“, mínil rolník. „Snad si tu tamhle pan správce řící, on si někdy také zahraje“, odtušil Zavadil a šel se pana správce zeptat. Ten se chvíli zdráhal, ale pak se dal přece přemluviti. „Ale jen na půl hodinky, já jsem smolař a špatně hraju“ prohlašoval a vážně si sedal ke stolu. Za hodinu prohrál pan správce asi 3 koruny a proto navrhl, aby se hrála darda. V té zase prohrál Zavadil a usmiřoval se nad výhrou rolník nenamítal ničeho, když se z čista jasna vyskytl návrh: „Hodme si očko. Pan ředitel Škoula bude hrát taky“. Do partie přisedl hráč čtvrtý a u každého hráče zase kibici, kteří byli rolníkovi představeni jako úřednící. Mezi takovou honorací si rolník rád posedel a zahrál, a ani se ze dálí nevzpomněl na vyprávování svého souseda, že jsou v Praze „parlamentáři“, kteří ve společnosti se k sobě chovají jako cizí, ale za to jsou výtečně „sehraní“. Ale tak, jak by to bylo napadlo, aby se jí ptal pan správce na ruce, jak dává znamení jednotlivými prsty nebo aby si povšiml kibice-úředníka, proč dává doutník jednou do levého, podruhé do pravého koutku úst! Zajímal se jen o své karty a když sklepnice hlásila poslední pivo, byl o 360 korun lehčí. Prohlásil tedy, že už půjde domů, načež se pan správce zvedl a mrknuv na ostatní, odešel. Teď se však přihlásil ku slovu pan František Alexander, který byl rolníkovi představen jako obchodník a nutil ho, xyxy=(1130,1435,1606,2005)
news-headline: Žhář zatčen. xyxy=(1165,654,1273,672)
news-headline: Vylovená mrtvola. xyxy=(1162,826,1312,843)
news-headline: Zpoždění vlak. xyxy=(160,902,283,919)
news-body: sdělují se nám ještě tyto podrobnosti: Starý výměnkář Josef Kabeláč pohádav se večer 15. t. m. se zetěm a dcerou Annou Bouškovou, podpálil asi o půlnoci chalupu i nevrátiv se více do světnice, uvázal domovní dvéře, načež vyběhl do polí, kde celou noc se zdržoval. Domácí lidé, aniž by měli tušení o ďábelském díle starce, ulehli a byli by jistě v baráku uhořeli, kdyby četnická hlídka, sestávající ze strážmistra p. Santnera, závodčích pp. Voříška a Srnky, kteří nejprv oheň spatřili, je nezburcovali ze sna a nevyvedli z hořící budovy. Oheň se účastně šířil a zachvátil i blízkou stáj, ve které si Bouškovi chovali dva kusy hovězího dobytka. Boušková byla tak pomatena, že vběhla do hořící stáje, kdež na ni padl prohořený strop a zapálil na ní oděv. Četníci, nedbavše vlastního bezpečí, vrhli se za hořící ženou a vyvlekli ji ven, kdež z ní strhli hořící šaty. Obyvatelstvo vísky utlumilo oheň, mezi tím některý donesli těžce popálenou ženu do jiného domku. V tom přiběhl otec Boušková, Josef Kabeláč a vida dceru zápasící se smrtí, klesl u jejího lůžka na kolena, zoufale si rval vlasy. Když jej Boušková spatřila, zvolala, pokud jí toho síly dovolovaly: „Tatínku, co jste mi to udělal!“ Na to starý žhář vyběhl ven a v šíleném úprku uháněl ku Praze. Četnictvo, seznavší ze slov Bouškové, že žhářem byl její otec, telegrafovalo ihned na policejní ředitelství v Praze, aby starý Kabeláč byl zadržen. Tento mezi tím doběhl na Vinohrady, kdež se sám udal. K Bouškové, přivolán byl lékař, jenž seznav, že převezení její do pražské nemocnice by již nijak neprospělo, nechal ji v obci, poskytnuv jí arcif náležitou pomoc. Nebohá žena však do rána svým popáleninám podlehla. V hořícím chlévě zahynuly se dvě krávy a kromě toho uhořelo několik slepic a husí. Nelze zamlčeti, že zmíněným četníkům náleží veliké uznání veškerého obyvatelstva obce Jažlovic. Bez jejich objevení a účinné akce záchranné byla by vyhořela celá ves, neboť chalupa Bouškova tvořil takořka střed obce, jsouc kolkolem obklopena chalupami, krytými šindelem a doškami. xyxy=(628,102,1104,748)
news-body: Ze Šinknova se sděluje: V těchto dnech zatčen byl na udání jisté paní jeden zdejší rolník, který jest podezřelým ze založení několika požárů v Šenově a okolí Sluknova. xyxy=(1130,654,1606,729)
